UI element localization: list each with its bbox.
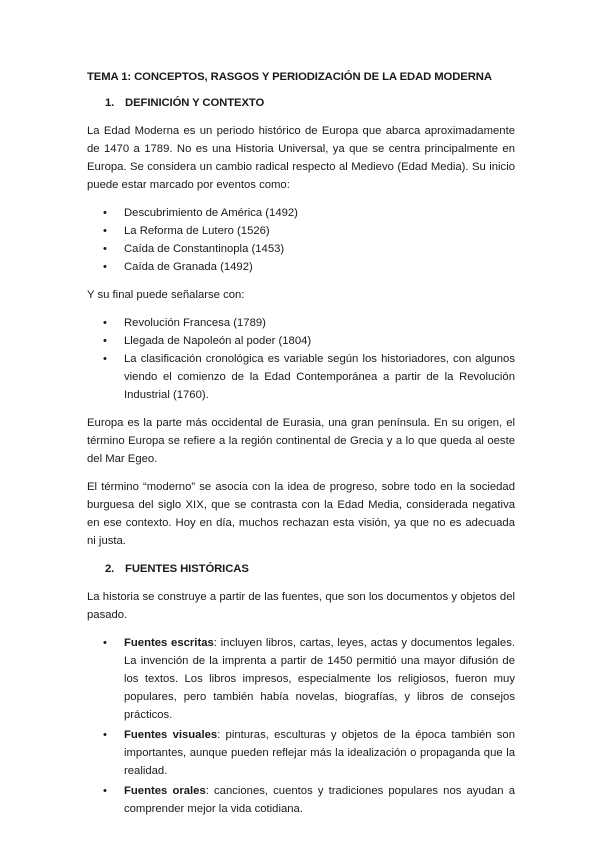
bullet-icon: • bbox=[103, 207, 107, 219]
section-2-heading bbox=[87, 560, 515, 578]
bullet-icon: • bbox=[103, 335, 107, 347]
source-text: : pinturas, esculturas y objetos de la época también son importantes, aunque pueden reflejar más la idealización o propaganda que la realidad. bbox=[124, 729, 515, 777]
section-1-number: 1. bbox=[105, 97, 115, 109]
source-text: : incluyen libros, cartas, leyes, actas y documentos legales. La invención de la imprenta a partir de 1450 permitió una mayor difusión de los textos. Los libros impresos, especialmente los religiosos, fueron muy populares, pero también había novelas, biografías, y libros de consejos prácticos. bbox=[124, 637, 516, 721]
list-item bbox=[87, 782, 515, 818]
bullet-icon: • bbox=[103, 317, 107, 329]
modern-paragraph: El término “moderno” se asocia con la idea de progreso, sobre todo en la sociedad burguesa del siglo XIX, que se contrasta con la Edad Media, considerada negativa en ese contexto. Hoy en día, muchos rechazan esta visión, ya que no es adecuada ni justa. bbox=[87, 481, 515, 547]
end-events-list bbox=[87, 314, 515, 404]
list-item bbox=[87, 634, 515, 724]
document-page bbox=[87, 68, 515, 828]
bullet-icon: • bbox=[103, 243, 107, 255]
document-title: TEMA 1: CONCEPTOS, RASGOS Y PERIODIZACIÓN DE LA EDAD MODERNA bbox=[87, 71, 492, 83]
section-1-intro: La Edad Moderna es un periodo histórico de Europa que abarca aproximadamente de 1470 a 1789. No es una Historia Universal, ya que se centra principalmente en Europa. Se considera un cambio radical respecto al Medievo (Edad Media). Su inicio puede estar marcado por eventos como: bbox=[87, 125, 515, 191]
source-label: Fuentes orales bbox=[124, 785, 206, 797]
section-2-intro: La historia se construye a partir de las fuentes, que son los documentos y objetos del pasado. bbox=[87, 591, 515, 621]
bullet-icon: • bbox=[103, 353, 107, 365]
list-item: • La Reforma de Lutero (1526) bbox=[87, 222, 515, 240]
list-item: • Caída de Constantinopla (1453) bbox=[87, 240, 515, 258]
list-item: • La clasificación cronológica es variable según los historiadores, con algunos viendo el comienzo de la Edad Contemporánea a partir de la Revolución Industrial (1760). bbox=[87, 350, 515, 404]
list-item: • Llegada de Napoleón al poder (1804) bbox=[87, 332, 515, 350]
start-events-list bbox=[87, 204, 515, 276]
source-label: Fuentes visuales bbox=[124, 729, 218, 741]
source-label: Fuentes escritas bbox=[124, 637, 214, 649]
bullet-icon: • bbox=[103, 261, 107, 273]
section-1-heading bbox=[87, 94, 515, 112]
list-item: • Caída de Granada (1492) bbox=[87, 258, 515, 276]
end-events-intro: Y su final puede señalarse con: bbox=[87, 289, 245, 301]
section-1-heading-text: DEFINICIÓN Y CONTEXTO bbox=[125, 97, 265, 109]
sources-list bbox=[87, 634, 515, 818]
list-item bbox=[87, 726, 515, 780]
bullet-icon: • bbox=[103, 785, 107, 797]
list-item: • Revolución Francesa (1789) bbox=[87, 314, 515, 332]
section-2-heading-text: FUENTES HISTÓRICAS bbox=[125, 563, 249, 575]
source-text: : canciones, cuentos y tradiciones populares nos ayudan a comprender mejor la vida cotidiana. bbox=[124, 785, 515, 815]
europe-paragraph: Europa es la parte más occidental de Eurasia, una gran península. En su origen, el término Europa se refiere a la región continental de Grecia y a lo que queda al oeste del Mar Egeo. bbox=[87, 417, 515, 465]
bullet-icon: • bbox=[103, 729, 107, 741]
section-2-number: 2. bbox=[105, 563, 115, 575]
list-item: • Descubrimiento de América (1492) bbox=[87, 204, 515, 222]
bullet-icon: • bbox=[103, 637, 107, 649]
bullet-icon: • bbox=[103, 225, 107, 237]
